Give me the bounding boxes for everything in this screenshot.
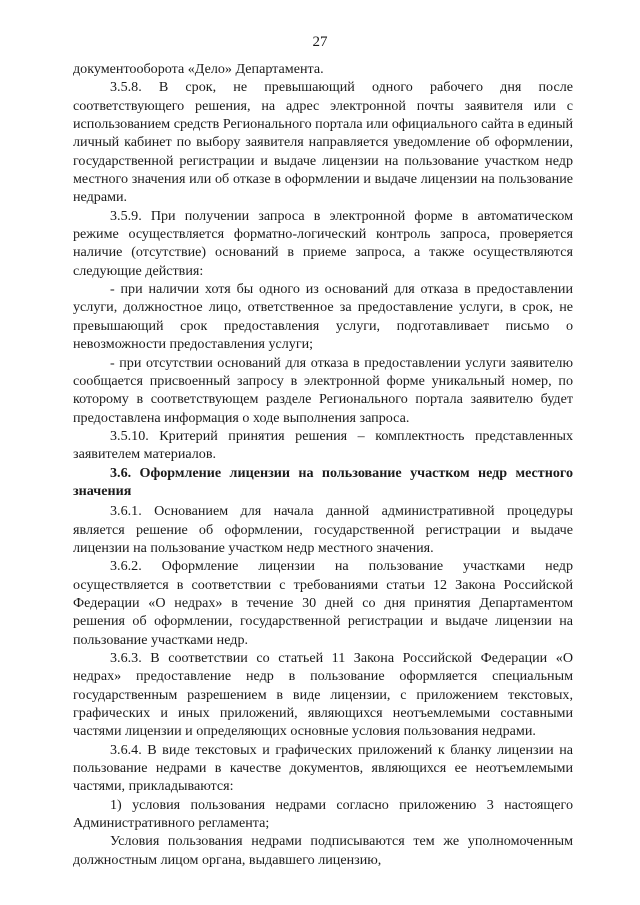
paragraph-3-6-4: 3.6.4. В виде текстовых и графических приложений к бланку лицензии на пользование недрами в качестве документов, являющихся ее неотъемлемыми частями, прикладываются: xyxy=(73,741,573,795)
paragraph-3-6-3: 3.6.3. В соответствии со статьей 11 Закона Российской Федерации «О недрах» предоставление недр в пользование оформляется специальным государственным разрешением в виде лицензии, с приложением текстовых, графических и иных приложений, являющихся неотъемлемыми составными частями лицензии и определяющих основные условия пользования недрами. xyxy=(73,650,573,740)
section-heading-3-6: 3.6. Оформление лицензии на пользование участком недр местного значения xyxy=(73,464,573,499)
paragraph-3-5-9: 3.5.9. При получении запроса в электронной форме в автоматическом режиме осуществляется форматно-логический контроль запроса, проверяется наличие (отсутствие) оснований в приеме запроса, а также осуществляются следующие действия: xyxy=(73,207,573,279)
paragraph-3-5-9-item-b: - при отсутствии оснований для отказа в предоставлении услуги заявителю сообщается присвоенный запросу в электронной форме уникальный номер, по которому в соответствующем разделе Регионального портала заявителю будет предоставлена информация о ходе выполнения запроса. xyxy=(73,354,573,426)
paragraph-3-5-10: 3.5.10. Критерий принятия решения – комплектность представленных заявителем материалов. xyxy=(73,427,573,463)
paragraph-3-6-2: 3.6.2. Оформление лицензии на пользование участками недр осуществляется в соответствии с требованиями статьи 12 Закона Российской Федерации «О недрах» в течение 30 дней со дня принятия Департаментом решения об оформлении, государственной регистрации и выдаче лицензии на пользование участками недр. xyxy=(73,558,573,648)
paragraph-3-6-1: 3.6.1. Основанием для начала данной административной процедуры является решение об оформлении, государственной регистрации и выдаче лицензии на пользование участком недр местного значения. xyxy=(73,503,573,556)
paragraph-3-6-4-item-1: 1) условия пользования недрами согласно приложению 3 настоящего Административного регламента; xyxy=(73,796,573,832)
paragraph-3-5-8: 3.5.8. В срок, не превышающий одного рабочего дня после соответствующего решения, на адрес электронной почты заявителя или с использованием средств Регионального портала или официального сайта в единый личный кабинет по выбору заявителя направляется уведомление об оформлении, государственной регистрации и выдаче лицензии на пользование участком недр местного значения или об отказе в оформлении и выдаче лицензии на пользование недрами. xyxy=(73,79,573,206)
page-number: 27 xyxy=(312,34,328,50)
paragraph-continuation: документооборота «Дело» Департамента. xyxy=(73,61,324,77)
paragraph-3-6-4-conditions: Условия пользования недрами подписываются тем же уполномоченным должностным лицом органа, выдавшего лицензию, xyxy=(73,833,573,868)
document-body xyxy=(73,60,573,869)
paragraph-3-5-9-item-a: - при наличии хотя бы одного из оснований для отказа в предоставлении услуги, должностное лицо, ответственное за предоставление услуги, в срок, не превышающий срок предоставления услуги, подготавливает письмо о невозможности предоставления услуги; xyxy=(73,281,573,353)
